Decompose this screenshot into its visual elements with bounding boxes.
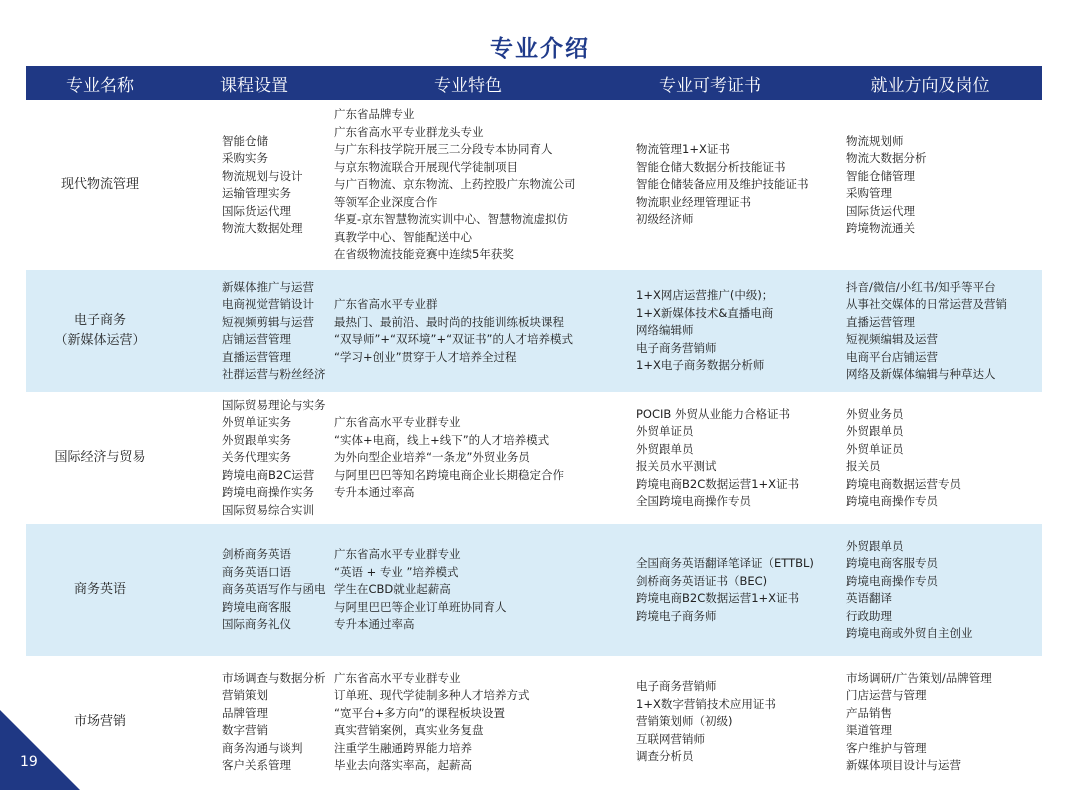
list-item: 外贸跟单员 bbox=[846, 538, 904, 553]
list-item: 跨境电商B2C数据运营1+X证书 bbox=[636, 476, 800, 491]
list-item: 物流职业经理管理证书 bbox=[636, 194, 751, 209]
corner-decoration bbox=[0, 710, 80, 790]
list-item: 广东省高水平专业群 bbox=[334, 297, 438, 311]
list-item: 跨境电商操作专员 bbox=[846, 494, 938, 508]
cell-certificates bbox=[602, 524, 818, 656]
list-item: 国际货运代理 bbox=[846, 203, 915, 218]
list-item: “宽平台+多方向”的课程板块设置 bbox=[334, 705, 506, 720]
list-item: 跨境电商客服专员 bbox=[846, 556, 938, 570]
cell-features bbox=[334, 100, 602, 270]
cell-courses bbox=[174, 270, 334, 392]
list-item: 调查分析员 bbox=[636, 749, 694, 764]
list-item: 电子商务营销师 bbox=[636, 679, 717, 694]
list-item: 短视频剪辑与运营 bbox=[222, 314, 314, 329]
list-item: 剑桥商务英语证书（BEC) bbox=[636, 573, 768, 588]
cell-certificates bbox=[602, 392, 818, 524]
list-item: 国际贸易理论与实务 bbox=[222, 397, 326, 412]
list-item: 新媒体项目设计与运营 bbox=[846, 758, 961, 772]
list-item: POCIB 外贸从业能力合格证书 bbox=[636, 406, 790, 421]
cell-jobs bbox=[818, 524, 1042, 656]
list-item: 真教学中心、智能配送中心 bbox=[334, 229, 472, 244]
table-row bbox=[26, 656, 1042, 788]
major-name-line: （新媒体运营） bbox=[54, 333, 146, 348]
cell-courses bbox=[174, 392, 334, 524]
list-item: 为外向型企业培养“一条龙”外贸业务员 bbox=[334, 450, 530, 465]
major-table bbox=[26, 66, 1042, 788]
list-item: 广东省高水平专业群龙头专业 bbox=[334, 124, 484, 139]
cell-courses bbox=[174, 524, 334, 656]
cell-jobs bbox=[818, 270, 1042, 392]
list-item: 行政助理 bbox=[846, 608, 892, 623]
page-title: 专业介绍 bbox=[490, 36, 590, 62]
list-item: 跨境电商操作专员 bbox=[846, 573, 938, 588]
list-item: 营销策划 bbox=[222, 688, 268, 702]
list-item: 毕业去向落实率高，起薪高 bbox=[334, 758, 472, 772]
list-item: 新媒体推广与运营 bbox=[222, 279, 314, 294]
table-row bbox=[26, 100, 1042, 270]
cell-features bbox=[334, 392, 602, 524]
list-item: 短视频编辑及运营 bbox=[846, 332, 938, 346]
list-item: 产品销售 bbox=[846, 705, 892, 720]
list-item: 英语翻译 bbox=[846, 591, 892, 605]
list-item: 智能仓储装备应用及维护技能证书 bbox=[636, 177, 809, 192]
list-item: 店铺运营管理 bbox=[222, 332, 291, 346]
major-name-line: 商务英语 bbox=[73, 582, 126, 597]
list-item: 在省级物流技能竞赛中连续5年获奖 bbox=[334, 247, 514, 262]
table-row bbox=[26, 524, 1042, 656]
header-features: 专业特色 bbox=[334, 66, 602, 100]
list-item: 全国商务英语翻译笔译证（ETTBL) bbox=[636, 556, 814, 570]
list-item: 商务英语写作与函电 bbox=[222, 582, 326, 597]
list-item: 与阿里巴巴等企业订单班协同育人 bbox=[334, 599, 507, 614]
cell-features bbox=[334, 524, 602, 656]
cell-features bbox=[334, 656, 602, 788]
list-item: 学生在CBD就业起薪高 bbox=[334, 582, 451, 597]
list-item: 最热门、最前沿、最时尚的技能训练板块课程 bbox=[334, 314, 564, 329]
list-item: 电商平台店铺运营 bbox=[846, 349, 938, 364]
list-item: 智能仓储管理 bbox=[846, 168, 915, 183]
list-item: 外贸单证员 bbox=[846, 441, 904, 456]
list-item: 智能仓储大数据分析技能证书 bbox=[636, 159, 786, 174]
list-item: 报关员 bbox=[846, 459, 881, 473]
list-item: 跨境电商或外贸自主创业 bbox=[846, 626, 973, 640]
cell-major-name bbox=[26, 392, 174, 524]
list-item: 广东省品牌专业 bbox=[334, 107, 415, 122]
list-item: 报关员水平测试 bbox=[636, 459, 717, 473]
cell-features bbox=[334, 270, 602, 392]
list-item: 社群运营与粉丝经济 bbox=[222, 367, 326, 381]
list-item: “英语 + 专业 ”培养模式 bbox=[334, 564, 459, 579]
list-item: 物流大数据处理 bbox=[222, 221, 303, 235]
cell-certificates bbox=[602, 100, 818, 270]
list-item: 订单班、现代学徒制多种人才培养方式 bbox=[334, 688, 530, 702]
list-item: 采购实务 bbox=[222, 151, 268, 165]
major-name-line: 现代物流管理 bbox=[60, 177, 139, 192]
list-item: 外贸跟单员 bbox=[846, 424, 904, 438]
list-item: 国际货运代理 bbox=[222, 203, 291, 218]
table-header-row bbox=[26, 66, 1042, 100]
cell-certificates bbox=[602, 656, 818, 788]
list-item: 与京东物流联合开展现代学徒制项目 bbox=[334, 159, 518, 174]
cell-jobs bbox=[818, 656, 1042, 788]
list-item: 物流大数据分析 bbox=[846, 151, 927, 165]
cell-major-name bbox=[26, 100, 174, 270]
list-item: 真实营销案例，真实业务复盘 bbox=[334, 723, 484, 737]
list-item: 1+X网店运营推广(中级)； bbox=[636, 288, 774, 303]
list-item: “实体+电商，线上+线下”的人才培养模式 bbox=[334, 432, 550, 447]
list-item: 市场调查与数据分析 bbox=[222, 670, 326, 685]
list-item: 跨境电商B2C运营 bbox=[222, 467, 315, 482]
list-item: 跨境电商B2C数据运营1+X证书 bbox=[636, 591, 800, 605]
list-item: 专升本通过率高 bbox=[334, 617, 415, 632]
header-major-name: 专业名称 bbox=[26, 66, 174, 100]
list-item: 广东省高水平专业群专业 bbox=[334, 670, 461, 685]
list-item: 互联网营销师 bbox=[636, 731, 705, 746]
major-name-line: 国际经济与贸易 bbox=[54, 450, 146, 465]
list-item: 1+X数字营销技术应用证书 bbox=[636, 696, 776, 711]
list-item: 运输管理实务 bbox=[222, 186, 291, 200]
page-number: 19 bbox=[20, 754, 38, 770]
list-item: 1+X电子商务数据分析师 bbox=[636, 358, 765, 373]
list-item: 渠道管理 bbox=[846, 723, 892, 737]
list-item: 注重学生融通跨界能力培养 bbox=[334, 740, 472, 755]
list-item: 外贸跟单实务 bbox=[222, 432, 291, 447]
list-item: 专升本通过率高 bbox=[334, 485, 415, 500]
cell-major-name bbox=[26, 270, 174, 392]
list-item: 商务英语口语 bbox=[222, 564, 291, 579]
list-item: 商务沟通与谈判 bbox=[222, 740, 303, 755]
list-item: 跨境物流通关 bbox=[846, 221, 915, 235]
list-item: 等领军企业深度合作 bbox=[334, 194, 438, 209]
list-item: 与广东科技学院开展三二分段专本协同育人 bbox=[334, 142, 553, 157]
cell-major-name bbox=[26, 524, 174, 656]
list-item: 物流管理1+X证书 bbox=[636, 142, 730, 157]
list-item: 直播运营管理 bbox=[846, 314, 915, 329]
list-item: 外贸跟单员 bbox=[636, 441, 694, 456]
cell-courses bbox=[174, 656, 334, 788]
list-item: 网络及新媒体编辑与种草达人 bbox=[846, 367, 996, 381]
list-item: 国际贸易综合实训 bbox=[222, 502, 314, 517]
list-item: 跨境电商操作实务 bbox=[222, 485, 314, 500]
table-row bbox=[26, 270, 1042, 392]
list-item: 与阿里巴巴等知名跨境电商企业长期稳定合作 bbox=[334, 467, 564, 482]
list-item: 跨境电商客服 bbox=[222, 599, 291, 614]
list-item: 1+X新媒体技术&直播电商 bbox=[636, 305, 774, 320]
list-item: 物流规划与设计 bbox=[222, 168, 303, 183]
list-item: 国际商务礼仪 bbox=[222, 617, 291, 632]
cell-courses bbox=[174, 100, 334, 270]
header-courses: 课程设置 bbox=[174, 66, 334, 100]
list-item: 关务代理实务 bbox=[222, 450, 291, 465]
list-item: 物流规划师 bbox=[846, 133, 904, 148]
list-item: 抖音/微信/小红书/知乎等平台 bbox=[846, 279, 996, 294]
list-item: 电子商务营销师 bbox=[636, 340, 717, 355]
header-jobs: 就业方向及岗位 bbox=[818, 66, 1042, 100]
cell-jobs bbox=[818, 100, 1042, 270]
list-item: 电商视觉营销设计 bbox=[222, 297, 314, 311]
list-item: 广东省高水平专业群专业 bbox=[334, 415, 461, 430]
list-item: “学习+创业”贯穿于人才培养全过程 bbox=[334, 349, 517, 364]
list-item: 门店运营与管理 bbox=[846, 688, 927, 702]
list-item: 全国跨境电商操作专员 bbox=[636, 494, 751, 508]
list-item: 品牌管理 bbox=[222, 705, 268, 720]
list-item: 跨境电商数据运营专员 bbox=[846, 476, 961, 491]
major-name-line: 市场营销 bbox=[73, 714, 126, 729]
list-item: 初级经济师 bbox=[636, 212, 694, 227]
list-item: 外贸单证实务 bbox=[222, 415, 291, 430]
list-item: 市场调研/广告策划/品牌管理 bbox=[846, 670, 992, 685]
list-item: 直播运营管理 bbox=[222, 349, 291, 364]
list-item: 跨境电子商务师 bbox=[636, 608, 717, 623]
list-item: 外贸单证员 bbox=[636, 424, 694, 438]
list-item: 客户维护与管理 bbox=[846, 740, 927, 755]
list-item: 客户关系管理 bbox=[222, 758, 291, 772]
list-item: 营销策划师（初级) bbox=[636, 714, 733, 729]
cell-certificates bbox=[602, 270, 818, 392]
list-item: 华夏-京东智慧物流实训中心、智慧物流虚拟仿 bbox=[334, 212, 569, 227]
list-item: 外贸业务员 bbox=[846, 406, 904, 421]
list-item: 网络编辑师 bbox=[636, 323, 694, 338]
list-item: 采购管理 bbox=[846, 186, 892, 200]
list-item: 数字营销 bbox=[222, 723, 268, 737]
list-item: 广东省高水平专业群专业 bbox=[334, 547, 461, 562]
list-item: 智能仓储 bbox=[222, 133, 268, 148]
list-item: “双导师”+“双环境”+“双证书”的人才培养模式 bbox=[334, 332, 574, 346]
cell-jobs bbox=[818, 392, 1042, 524]
table-row bbox=[26, 392, 1042, 524]
major-name-line: 电子商务 bbox=[73, 313, 126, 328]
header-certificates: 专业可考证书 bbox=[602, 66, 818, 100]
list-item: 与广百物流、京东物流、上药控股广东物流公司 bbox=[334, 177, 576, 192]
list-item: 从事社交媒体的日常运营及营销 bbox=[846, 297, 1007, 311]
list-item: 剑桥商务英语 bbox=[222, 547, 291, 562]
